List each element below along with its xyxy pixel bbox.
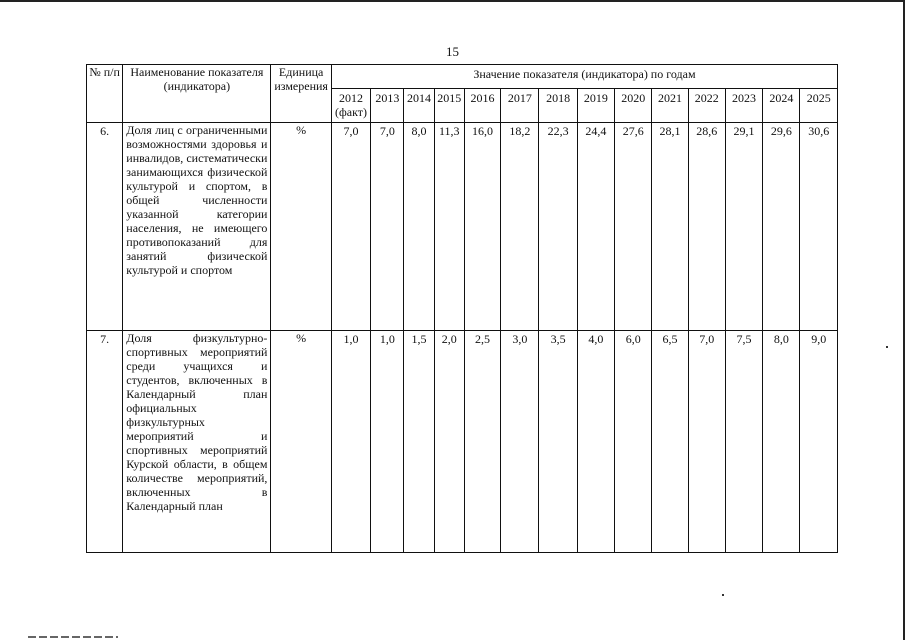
year-2016: 2016 (464, 89, 500, 123)
year-2017: 2017 (501, 89, 539, 123)
row-value: 28,1 (652, 123, 688, 331)
row-value: 11,3 (434, 123, 464, 331)
row-value: 16,0 (464, 123, 500, 331)
row-num: 6. (87, 123, 123, 331)
year-2024: 2024 (763, 89, 800, 123)
scan-edge-bottom (28, 636, 118, 638)
row-unit: % (271, 123, 331, 331)
row-value: 1,5 (404, 331, 434, 553)
row-value: 1,0 (331, 331, 370, 553)
row-value: 6,0 (615, 331, 652, 553)
row-name: Доля физкультурно-спортивных мероприятий среди учащихся и студентов, включенных в Календарный план официальных физкультурных мероприятий и спортивных мероприятий Курской области, в общем количестве мероприятий, включенных в Календарный план (123, 331, 271, 553)
row-value: 2,0 (434, 331, 464, 553)
header-num: № п/п (87, 65, 123, 123)
header-values-group: Значение показателя (индикатора) по годам (331, 65, 837, 89)
row-value: 24,4 (577, 123, 614, 331)
row-value: 8,0 (404, 123, 434, 331)
year-2025: 2025 (800, 89, 838, 123)
scan-edge-top (0, 0, 905, 2)
row-value: 3,0 (501, 331, 539, 553)
row-value: 1,0 (371, 331, 404, 553)
row-value: 7,0 (688, 331, 725, 553)
row-value: 30,6 (800, 123, 838, 331)
year-2015: 2015 (434, 89, 464, 123)
year-2012: 2012 (факт) (331, 89, 370, 123)
page-number: 15 (446, 44, 459, 59)
row-num: 7. (87, 331, 123, 553)
table-row (87, 123, 838, 331)
row-value: 7,5 (725, 331, 762, 553)
row-value: 18,2 (501, 123, 539, 331)
row-value: 2,5 (464, 331, 500, 553)
year-2020: 2020 (615, 89, 652, 123)
row-value: 3,5 (539, 331, 577, 553)
year-2019: 2019 (577, 89, 614, 123)
row-value: 7,0 (371, 123, 404, 331)
row-name: Доля лиц с ограниченными возможностями здоровья и инвалидов, систематически занимающихся физической культурой и спортом, в общей численности указанной категории населения, не имеющего противопоказаний для занятий физической культурой и спортом (123, 123, 271, 331)
header-unit: Единица измерения (271, 65, 331, 123)
row-value: 28,6 (688, 123, 725, 331)
row-value: 29,1 (725, 123, 762, 331)
row-value: 29,6 (763, 123, 800, 331)
row-value: 8,0 (763, 331, 800, 553)
year-2023: 2023 (725, 89, 762, 123)
year-2022: 2022 (688, 89, 725, 123)
scan-speck (722, 594, 724, 596)
year-2021: 2021 (652, 89, 688, 123)
row-value: 4,0 (577, 331, 614, 553)
scan-speck (886, 346, 888, 348)
row-value: 27,6 (615, 123, 652, 331)
year-2018: 2018 (539, 89, 577, 123)
header-name: Наименование показателя (индикатора) (123, 65, 271, 123)
row-value: 7,0 (331, 123, 370, 331)
year-2013: 2013 (371, 89, 404, 123)
row-value: 6,5 (652, 331, 688, 553)
header-row-1 (87, 65, 838, 89)
year-2014: 2014 (404, 89, 434, 123)
row-unit: % (271, 331, 331, 553)
table-row (87, 331, 838, 553)
indicators-table (86, 64, 838, 553)
row-value: 22,3 (539, 123, 577, 331)
row-value: 9,0 (800, 331, 838, 553)
